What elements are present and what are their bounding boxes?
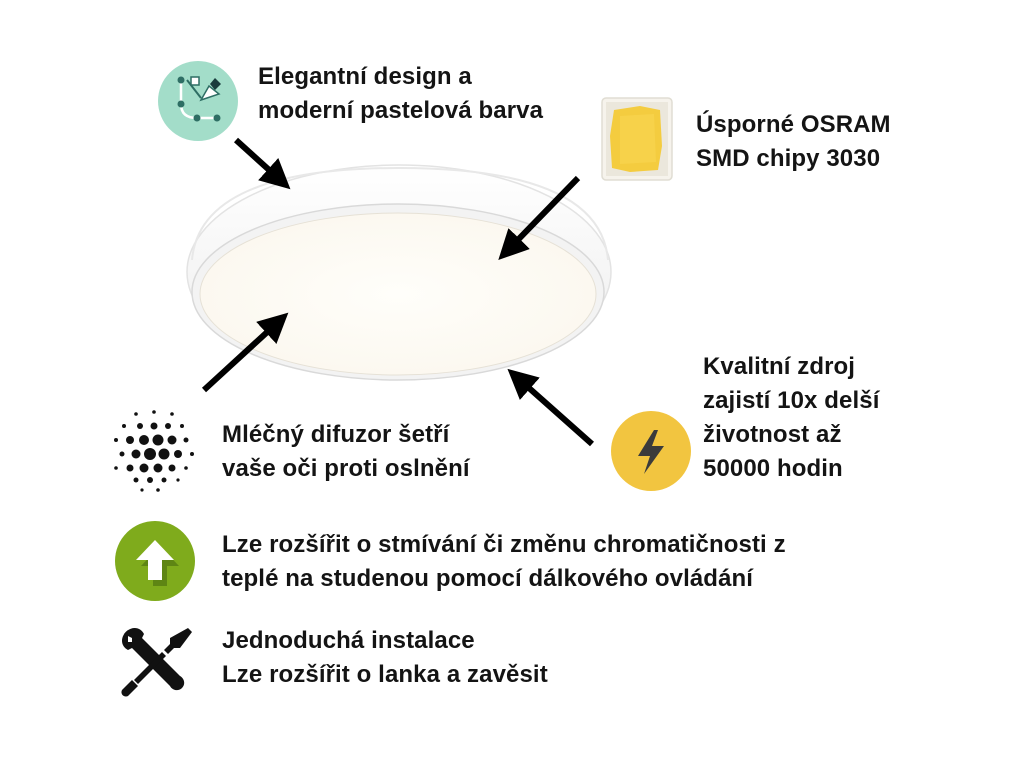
feature-install-line2: Lze rozšířit o lanka a zavěsit	[222, 661, 548, 688]
feature-chips-line2: SMD chipy 3030	[696, 145, 881, 172]
arrow-diffuser	[204, 324, 276, 390]
feature-source-line1: Kvalitní zdroj	[703, 353, 856, 380]
wrench-screwdriver-icon	[118, 624, 194, 700]
feature-dimming-text	[222, 528, 786, 596]
feature-source-line2: zajistí 10x delší	[703, 387, 880, 414]
feature-source-line4: 50000 hodin	[703, 455, 843, 482]
up-arrow-circle-icon	[114, 520, 196, 602]
feature-diffuser-line1: Mléčný difuzor šetří	[222, 421, 450, 448]
feature-install-text	[222, 624, 548, 692]
feature-chips-text	[696, 108, 891, 176]
feature-diffuser-line2: vaše oči proti oslnění	[222, 455, 470, 482]
feature-source-text	[703, 350, 879, 486]
feature-chips-line1: Úsporné OSRAM	[696, 111, 891, 138]
feature-diffuser-text	[222, 418, 470, 486]
feature-design-text	[258, 60, 543, 128]
feature-source-line3: životnost až	[703, 421, 842, 448]
arrow-design	[236, 140, 278, 178]
feature-dimming-line1: Lze rozšířit o stmívání či změnu chromatičnosti z	[222, 531, 786, 558]
arrow-chips	[510, 178, 578, 248]
feature-design-line1: Elegantní design a	[258, 63, 472, 90]
feature-dimming-line2: teplé na studenou pomocí dálkového ovládání	[222, 565, 754, 592]
led-chip-icon	[600, 96, 674, 182]
halftone-dots-icon	[112, 408, 196, 494]
vector-pen-icon	[157, 60, 239, 142]
feature-install-line1: Jednoduchá instalace	[222, 627, 475, 654]
arrow-source	[520, 380, 592, 444]
lightning-bolt-icon	[610, 410, 692, 492]
feature-design-line2: moderní pastelová barva	[258, 97, 544, 124]
